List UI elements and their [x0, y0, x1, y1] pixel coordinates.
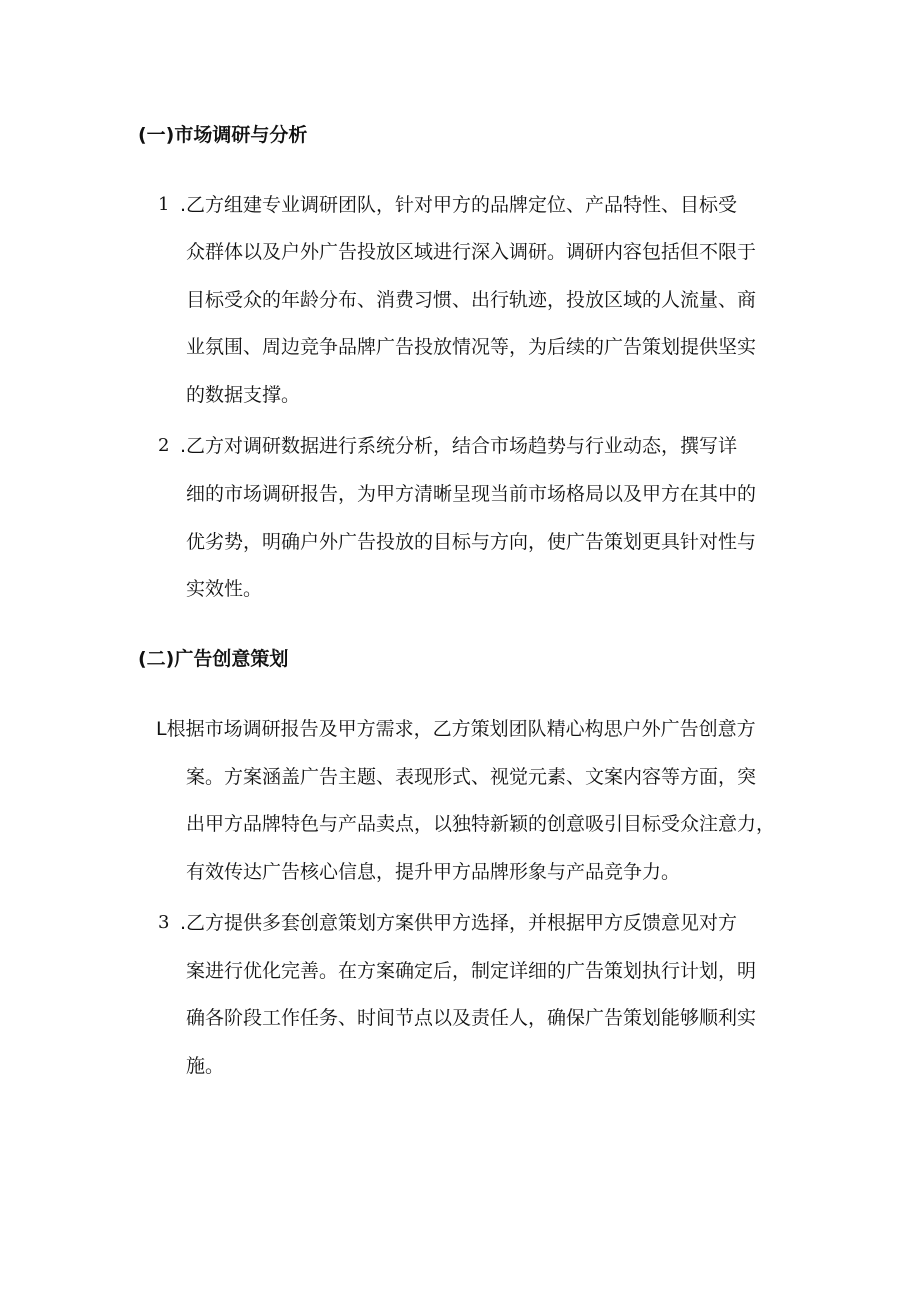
paragraph-line: 众群体以及户外广告投放区域进行深入调研。调研内容包括但不限于 [186, 241, 757, 263]
paragraph-line: 出甲方品牌特色与产品卖点，以独特新颖的创意吸引目标受众注意力， [186, 813, 776, 835]
paragraph-line: 案进行优化完善。在方案确定后，制定详细的广告策划执行计划，明 [186, 960, 757, 982]
item-number: 2 [158, 435, 170, 456]
section-heading-ad-creative: (二)广告创意策划 [138, 648, 289, 670]
paragraph-line: .乙方提供多套创意策划方案供甲方选择，并根据甲方反馈意见对方 [180, 912, 738, 934]
paragraph-line: 业氛围、周边竞争品牌广告投放情况等，为后续的广告策划提供坚实 [186, 336, 757, 358]
item-number: 1 [158, 194, 170, 215]
paragraph-line: 案。方案涵盖广告主题、表现形式、视觉元素、文案内容等方面，突 [186, 766, 757, 788]
item-number: 3 [158, 912, 170, 933]
paragraph-line: 有效传达广告核心信息，提升甲方品牌形象与产品竞争力。 [186, 861, 681, 883]
paragraph-line: 确各阶段工作任务、时间节点以及责任人，确保广告策划能够顺利实 [186, 1007, 757, 1029]
paragraph-line: .乙方对调研数据进行系统分析，结合市场趋势与行业动态，撰写详 [180, 435, 738, 457]
section-heading-market-research: (一)市场调研与分析 [138, 124, 308, 146]
paragraph-line: .乙方组建专业调研团队，针对甲方的品牌定位、产品特性、目标受 [180, 194, 738, 216]
paragraph-line: 优劣势，明确户外广告投放的目标与方向，使广告策划更具针对性与 [186, 531, 757, 553]
paragraph-line: 施。 [186, 1055, 225, 1077]
paragraph-line: L根据市场调研报告及甲方需求，乙方策划团队精心构思户外广告创意方 [156, 718, 756, 740]
paragraph-line: 实效性。 [186, 578, 263, 600]
paragraph-line: 目标受众的年龄分布、消费习惯、出行轨迹，投放区域的人流量、商 [186, 289, 757, 311]
paragraph-line: 细的市场调研报告，为甲方清晰呈现当前市场格局以及甲方在其中的 [186, 483, 757, 505]
paragraph-line: 的数据支撑。 [186, 384, 301, 406]
